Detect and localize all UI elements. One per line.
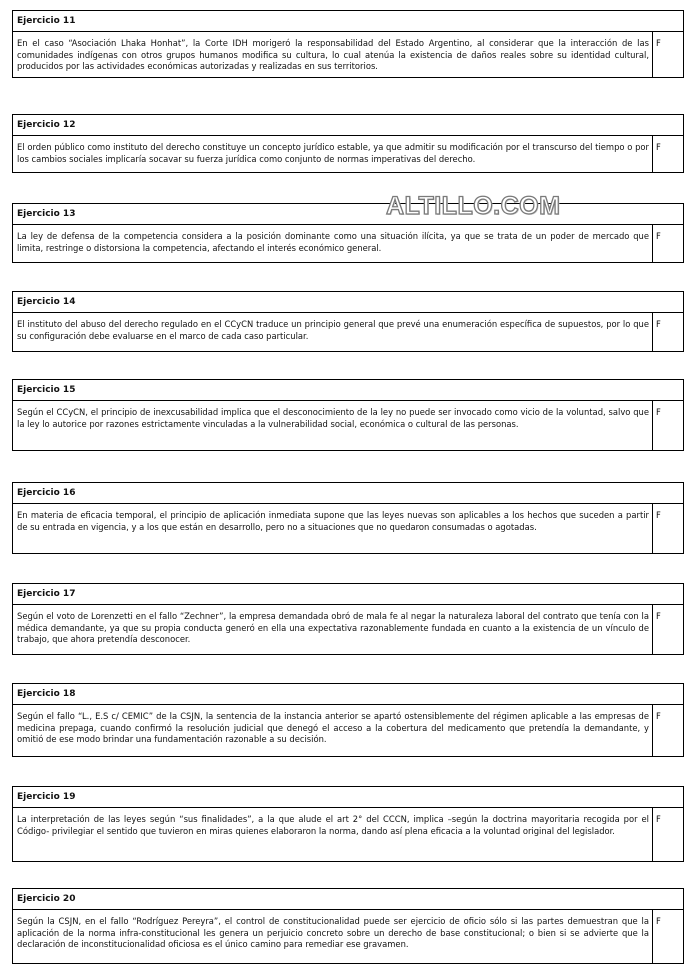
exercise-19 (12, 786, 684, 862)
exercise-answer: F (656, 814, 661, 824)
exercise-statement: En materia de eficacia temporal, el principio de aplicación inmediata supone que las leyes nuevas son aplicables a los hechos que suceden a partir de su entrada en vigencia, y a los que están en desarrollo, pero no a situaciones que no quedaron consumadas o agotadas. (13, 504, 653, 553)
exercise-answer: F (656, 231, 661, 241)
exercise-body (12, 910, 684, 964)
exercise-answer: F (656, 407, 661, 417)
exercise-13 (12, 203, 684, 263)
exercise-body (12, 136, 684, 173)
exercise-body (12, 313, 684, 352)
exercise-body (12, 808, 684, 862)
exercise-statement: Según el fallo “L., E.S c/ CEMIC” de la CSJN, la sentencia de la instancia anterior se apartó ostensiblemente del régimen aplicable a las empresas de medicina prepaga, cuando confirmó la resolución judicial que denegó el acceso a la cobertura del medicamento que pretendía la demandante, y omitió de ese modo brindar una fundamentación razonable a su decisión. (13, 705, 653, 756)
exercise-statement: Según el CCyCN, el principio de inexcusabilidad implica que el desconocimiento de la ley no puede ser invocado como vicio de la voluntad, salvo que la ley lo autorice por razones estrictamente vinculadas a la vulnerabilidad social, económica o cultural de las personas. (13, 401, 653, 450)
exercise-statement: La ley de defensa de la competencia considera a la posición dominante como una situación ilícita, ya que se trata de un poder de mercado que limita, restringe o distorsiona la competencia, afectando el interés económico general. (13, 225, 653, 262)
exercise-title: Ejercicio 20 (12, 888, 684, 910)
exercise-statement: Según el voto de Lorenzetti en el fallo “Zechner”, la empresa demandada obró de mala fe al negar la naturaleza laboral del contrato que tenía con la médica demandante, ya que su propia conducta generó en ella una expectativa razonablemente fundada en cuanto a la existencia de un vínculo de trabajo, que ahora pretendía desconocer. (13, 605, 653, 654)
exercise-17 (12, 583, 684, 655)
exercise-title: Ejercicio 16 (12, 482, 684, 504)
exercise-12 (12, 114, 684, 173)
exercise-title: Ejercicio 13 (12, 203, 684, 225)
exercise-answer: F (656, 38, 661, 48)
exercise-body (12, 32, 684, 78)
exercise-14 (12, 291, 684, 352)
exercise-title: Ejercicio 12 (12, 114, 684, 136)
exercise-statement: La interpretación de las leyes según “sus finalidades”, a la que alude el art 2° del CCCN, implica –según la doctrina mayoritaria recogida por el Código- privilegiar el sentido que tuvieron en miras quienes elaboraron la norma, dando así plena eficacia a la voluntad original del legislador. (13, 808, 653, 861)
watermark: ALTILLO.COM (386, 192, 561, 220)
exercise-answer: F (656, 711, 661, 721)
exercise-answer: F (656, 510, 661, 520)
exercise-answer: F (656, 916, 661, 926)
exercise-statement: Según la CSJN, en el fallo “Rodríguez Pereyra”, el control de constitucionalidad puede ser ejercicio de oficio sólo si las partes demuestran que la aplicación de la norma infra-constitucional les genera un perjuicio concreto sobre un derecho de base constitucional; o bien si se advierte que la declaración de inconstitucionalidad oficiosa es el único camino para remediar ese gravamen. (13, 910, 653, 963)
exercise-title: Ejercicio 15 (12, 379, 684, 401)
exercise-16 (12, 482, 684, 554)
exercise-statement: En el caso “Asociación Lhaka Honhat”, la Corte IDH morigeró la responsabilidad del Estado Argentino, al considerar que la interacción de las comunidades indígenas con otros grupos humanos modifica su cultura, lo cual atenúa la existencia de daños reales sobre su identidad cultural, producidos por las actividades económicas autorizadas y realizadas en sus territorios. (13, 32, 653, 77)
exercise-statement: El instituto del abuso del derecho regulado en el CCyCN traduce un principio general que prevé una enumeración específica de supuestos, por lo que su configuración debe evaluarse en el marco de cada caso particular. (13, 313, 653, 351)
exercise-20 (12, 888, 684, 964)
exercise-15 (12, 379, 684, 451)
exercise-answer: F (656, 611, 661, 621)
exercise-body (12, 401, 684, 451)
exercise-body (12, 705, 684, 757)
exercise-answer: F (656, 142, 661, 152)
exercise-11 (12, 10, 684, 78)
exercise-title: Ejercicio 11 (12, 10, 684, 32)
exercise-answer: F (656, 319, 661, 329)
exercise-statement: El orden público como instituto del derecho constituye un concepto jurídico estable, ya que admitir su modificación por el transcurso del tiempo o por los cambios sociales implicaría socavar su fuerza jurídica como conjunto de normas imperativas del derecho. (13, 136, 653, 172)
exercise-body (12, 605, 684, 655)
exercise-body (12, 504, 684, 554)
exercise-title: Ejercicio 19 (12, 786, 684, 808)
exercise-title: Ejercicio 17 (12, 583, 684, 605)
exercise-title: Ejercicio 18 (12, 683, 684, 705)
exercise-title: Ejercicio 14 (12, 291, 684, 313)
exercise-18 (12, 683, 684, 757)
exercise-body (12, 225, 684, 263)
